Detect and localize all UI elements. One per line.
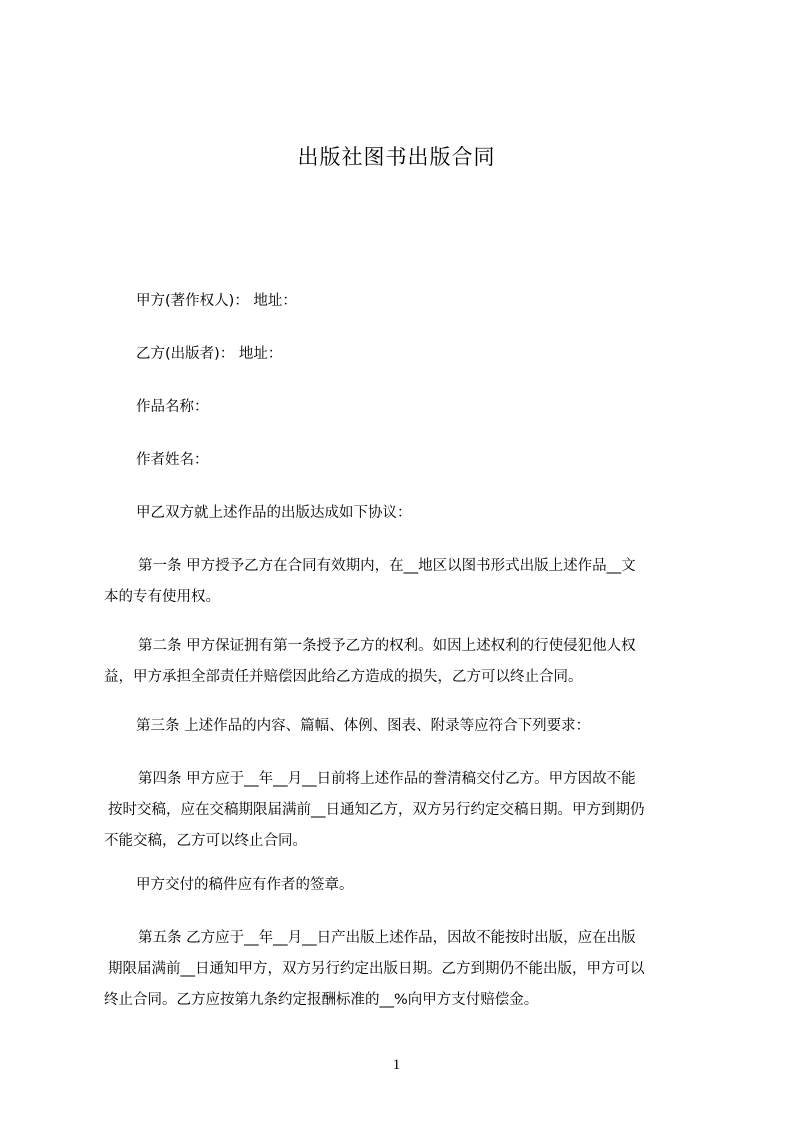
article-2-paragraph [104, 631, 636, 693]
article-3-text: 第三条 上述作品的内容、篇幅、体例、图表、附录等应符合下列要求： [136, 718, 591, 734]
contract-title: 出版社图书出版合同 [297, 145, 496, 169]
party-b-text: 乙方(出版者)： 地址： [136, 346, 283, 362]
article-5-line-2: 期限届满前__日通知甲方，双方另行约定出版日期。乙方到期仍不能出版，甲方可以 [108, 961, 645, 977]
article-4-line-2: 按时交稿，应在交稿期限届满前__日通知乙方，双方另行约定交稿日期。甲方到期仍 [108, 802, 645, 818]
work-name-text: 作品名称： [136, 399, 209, 415]
article-4-line-1: 第四条 甲方应于__年__月__日前将上述作品的誊清稿交付乙方。甲方因故不能 [138, 771, 636, 787]
page-number: 1 [392, 1057, 401, 1073]
author-name-line [136, 445, 209, 476]
article-2-line-1: 第二条 甲方保证拥有第一条授予乙方的权利。如因上述权利的行使侵犯他人权 [138, 638, 636, 654]
article-4-paragraph [104, 764, 645, 857]
article-5-paragraph [104, 923, 645, 1016]
party-b-line [136, 339, 282, 370]
signature-note-line [136, 870, 354, 901]
article-1-line-1: 第一条 甲方授予乙方在合同有效期内，在__地区以图书形式出版上述作品__文 [138, 558, 636, 574]
article-3-line [136, 711, 590, 742]
agreement-intro-line [136, 498, 412, 529]
article-4-line-3: 不能交稿，乙方可以终止合同。 [104, 833, 307, 849]
article-1-line-2: 本的专有使用权。 [104, 589, 220, 605]
article-2-line-2: 益，甲方承担全部责任并赔偿因此给乙方造成的损失，乙方可以终止合同。 [104, 669, 583, 685]
article-1-paragraph [104, 551, 636, 613]
agreement-intro-text: 甲乙双方就上述作品的出版达成如下协议： [136, 505, 412, 521]
party-a-line [136, 286, 297, 317]
article-5-line-3: 终止合同。乙方应按第九条约定报酬标准的__%向甲方支付赔偿金。 [104, 992, 539, 1008]
party-a-text: 甲方(著作权人)： 地址： [136, 293, 297, 309]
signature-note-text: 甲方交付的稿件应有作者的签章。 [136, 877, 354, 893]
article-5-line-1: 第五条 乙方应于__年__月__日产出版上述作品，因故不能按时出版，应在出版 [138, 930, 636, 946]
work-name-line [136, 392, 209, 423]
author-name-text: 作者姓名： [136, 452, 209, 468]
